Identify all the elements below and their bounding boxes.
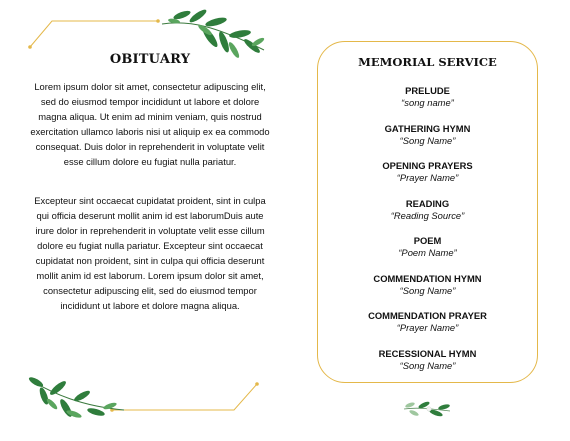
service-item: [318, 85, 537, 109]
obituary-title: OBITUARY: [109, 52, 191, 67]
service-item-title: COMMENDATION PRAYER: [368, 310, 487, 321]
obituary-paragraph: Excepteur sint occaecat cupidatat proident, sint in culpa qui officia deserunt mollit anim id est laborumDuis aute irure dolor in reprehenderit in voluptate velit esse cillum dolore eu fugiat nulla pariatur. Excepteur sint occaecat cupidatat non proident, sint in culpa qui officia deserunt mollit anim id est laborum. Lorem ipsum dolor sit amet, consectetur adipuscing elit, sed do eiusmod tempor incididunt ut labore et dolore magna aliqua.: [34, 195, 266, 311]
memorial-service-box: [317, 41, 538, 383]
service-item-subtitle: “Song Name”: [399, 359, 456, 371]
service-item: [318, 235, 537, 259]
service-item-subtitle: “Song Name”: [399, 134, 456, 146]
service-item-subtitle: “Reading Source”: [390, 209, 465, 221]
service-item-subtitle: “Prayer Name”: [396, 322, 459, 333]
service-item: [318, 123, 537, 147]
memorial-service-title: MEMORIAL SERVICE: [358, 55, 497, 69]
service-item-title: POEM: [413, 235, 442, 246]
service-item: [318, 348, 537, 372]
service-item-subtitle: “Prayer Name”: [396, 172, 459, 183]
service-item-title: GATHERING HYMN: [384, 122, 471, 134]
service-item: [318, 310, 537, 334]
service-item-title: COMMENDATION HYMN: [373, 272, 482, 284]
leaf-sprig-icon: [402, 397, 452, 421]
service-item-subtitle: “song name”: [401, 97, 454, 108]
service-item-title: PRELUDE: [405, 85, 450, 96]
leaf-branch-icon: [26, 374, 126, 424]
service-item: [318, 198, 537, 222]
obituary-section: [30, 48, 270, 313]
obituary-paragraph: Lorem ipsum dolor sit amet, consectetur adipuscing elit, sed do eiusmod tempor incididunt ut labore et dolore magna aliqua. Ut enim ad minim veniam, quis nostrud exercitation ullamco laboris nisi ut aliquip ex ea commodo consequat. Duis dolor in reprehenderit in voluptate velit esse cillum dolore eu fugiat nulla pariatur.: [30, 81, 270, 167]
service-item-title: RECESSIONAL HYMN: [378, 347, 477, 359]
service-item-subtitle: “Song Name”: [399, 284, 456, 296]
service-item: [318, 273, 537, 297]
service-item-title: READING: [405, 197, 450, 209]
service-item-subtitle: “Poem Name”: [398, 247, 457, 258]
service-item: [318, 160, 537, 184]
service-item-title: OPENING PRAYERS: [382, 160, 473, 171]
